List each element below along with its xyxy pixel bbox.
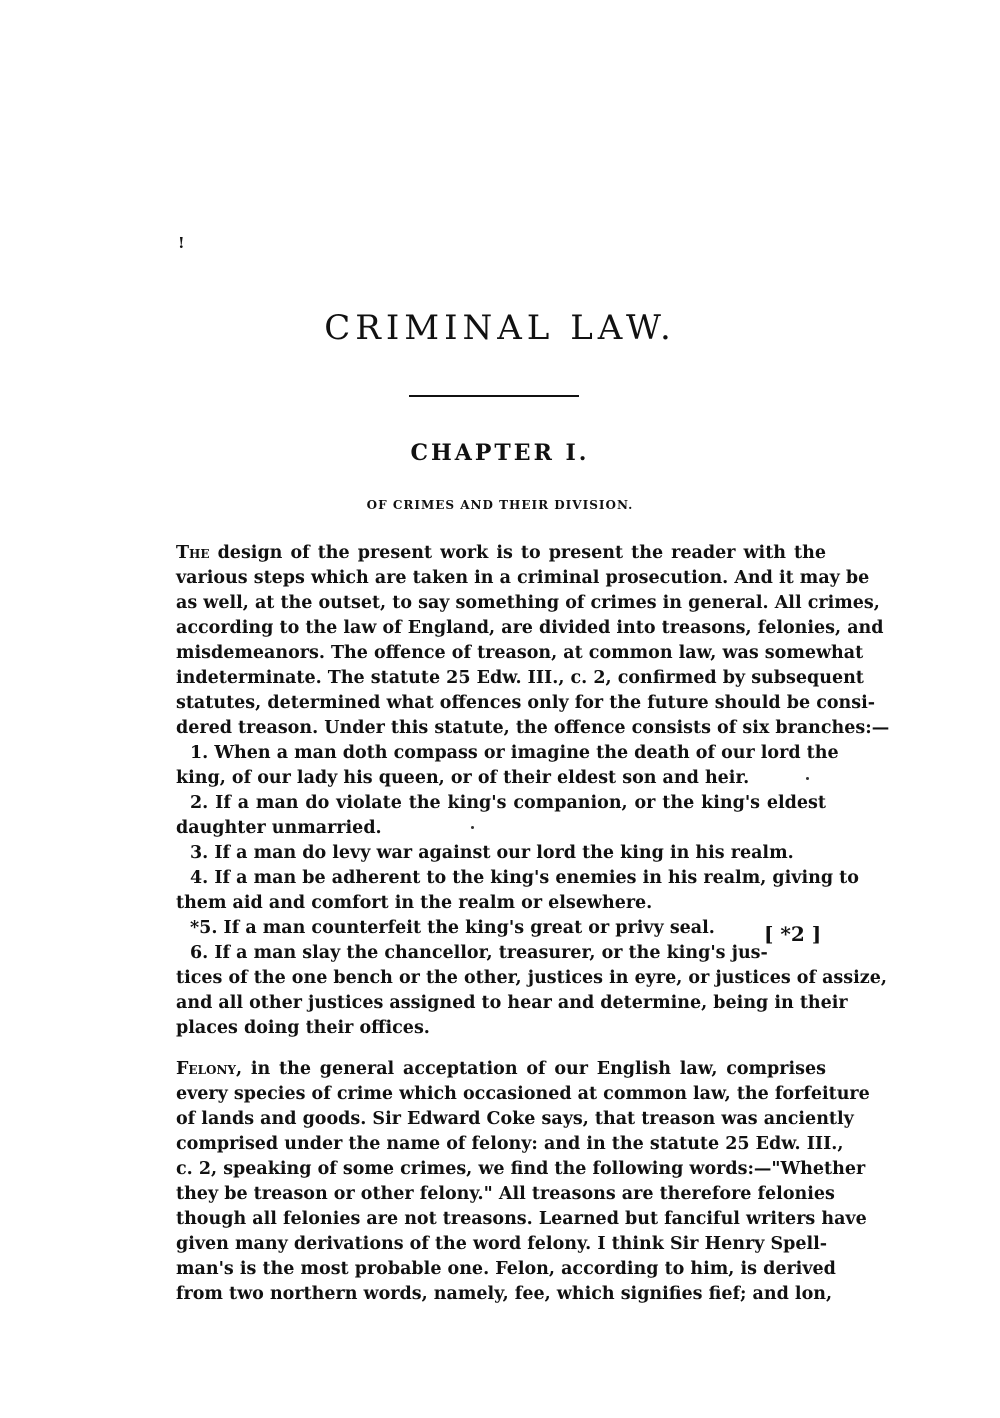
para2-lead: Felony bbox=[176, 1059, 236, 1079]
para1-line: misdemeanors. The offence of treason, at common law, was somewhat bbox=[176, 643, 864, 663]
branch-line: 2. If a man do violate the king's companion, or the king's eldest bbox=[190, 793, 826, 813]
branch-line: tices of the one bench or the other, justices in eyre, or justices of assize, bbox=[176, 968, 887, 988]
para2-line: given many derivations of the word felony. I think Sir Henry Spell- bbox=[176, 1234, 828, 1254]
chapter-subtitle: OF CRIMES AND THEIR DIVISION. bbox=[366, 498, 634, 512]
para1-line: as well, at the outset, to say something of crimes in general. All crimes, bbox=[176, 593, 880, 613]
para1-line: according to the law of England, are divided into treasons, felonies, and bbox=[176, 618, 884, 638]
margin-mark: ! bbox=[178, 234, 185, 252]
branch-line: 4. If a man be adherent to the king's enemies in his realm, giving to bbox=[190, 868, 859, 888]
branch-line: places doing their offices. bbox=[176, 1018, 430, 1038]
para2-line: c. 2, speaking of some crimes, we find the following words:—"Whether bbox=[176, 1159, 866, 1179]
para2-line: they be treason or other felony." All treasons are therefore felonies bbox=[176, 1184, 835, 1204]
para2-line: comprised under the name of felony: and in the statute 25 Edw. III., bbox=[176, 1134, 844, 1154]
chapter-heading: CHAPTER I. bbox=[410, 440, 590, 466]
branch-line: daughter unmarried. bbox=[176, 818, 382, 838]
para1-line: dered treason. Under this statute, the offence consists of six branches:— bbox=[176, 718, 890, 738]
branch-line: king, of our lady his queen, or of their eldest son and heir. bbox=[176, 768, 750, 788]
para2-line bbox=[176, 1057, 826, 1081]
page-marker: [ *2 ] bbox=[764, 922, 822, 946]
para1-line: indeterminate. The statute 25 Edw. III., c. 2, confirmed by subsequent bbox=[176, 668, 864, 688]
branch-line: 3. If a man do levy war against our lord the king in his realm. bbox=[190, 843, 794, 863]
para2-line: from two northern words, namely, fee, which signifies fief; and lon, bbox=[176, 1284, 833, 1304]
branch-line: 6. If a man slay the chancellor, treasurer, or the king's jus- bbox=[190, 943, 768, 963]
para2-text: , in the general acceptation of our English law, comprises bbox=[236, 1059, 826, 1079]
para2-line: though all felonies are not treasons. Learned but fanciful writers have bbox=[176, 1209, 867, 1229]
branch-line: *5. If a man counterfeit the king's great or privy seal. bbox=[190, 918, 715, 938]
para1-text: design of the present work is to present the reader with the bbox=[209, 543, 826, 563]
para2-line: of lands and goods. Sir Edward Coke says, that treason was anciently bbox=[176, 1109, 854, 1129]
page-title: CRIMINAL LAW. bbox=[324, 308, 676, 348]
print-speck bbox=[471, 826, 474, 829]
para2-line: every species of crime which occasioned at common law, the forfeiture bbox=[176, 1084, 870, 1104]
para1-line: various steps which are taken in a criminal prosecution. And it may be bbox=[176, 568, 870, 588]
para1-line: statutes, determined what offences only for the future should be consi- bbox=[176, 693, 876, 713]
branch-line: 1. When a man doth compass or imagine the death of our lord the bbox=[190, 743, 839, 763]
para2-line: man's is the most probable one. Felon, according to him, is derived bbox=[176, 1259, 836, 1279]
branch-line: and all other justices assigned to hear and determine, being in their bbox=[176, 993, 848, 1013]
title-rule bbox=[409, 395, 579, 397]
para1-lead: The bbox=[176, 543, 210, 563]
branch-line: them aid and comfort in the realm or elsewhere. bbox=[176, 893, 653, 913]
print-speck bbox=[806, 777, 809, 780]
para1-line bbox=[176, 541, 826, 565]
